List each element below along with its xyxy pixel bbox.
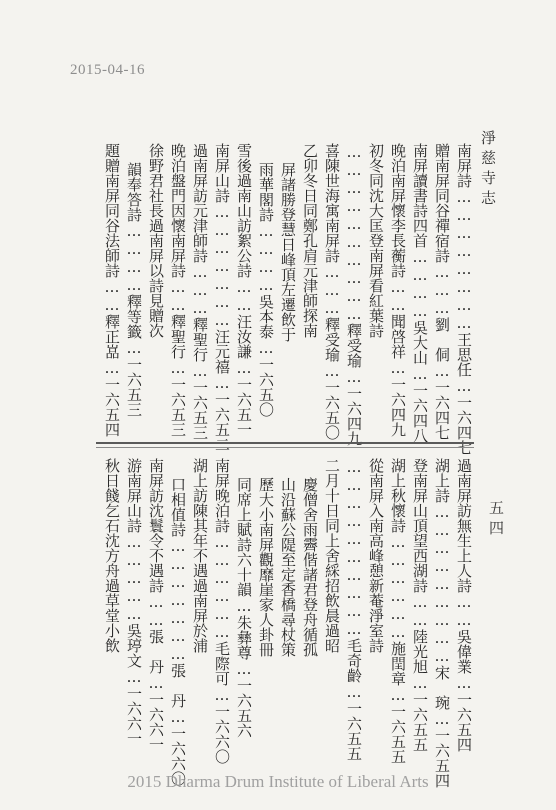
toc-entry: 晚泊南屏懷李長蘅詩……聞啓祥…一六四九 bbox=[389, 143, 407, 437]
toc-entry: 游南屏山詩……………吳𤧟文…一六六一 bbox=[125, 458, 143, 746]
toc-entry: 南屏讀書詩四首…………吳大山…一六四八 bbox=[411, 143, 429, 443]
toc-entry: 徐野君社長過南屏以詩見贈次 bbox=[147, 143, 165, 338]
toc-entry: 二月十日同上舍綵招飲晨過昭 bbox=[323, 458, 341, 653]
toc-entry: 初冬同沈大匡登南屏看紅葉詩 bbox=[367, 143, 385, 338]
date-stamp: 2015-04-16 bbox=[70, 62, 145, 78]
page-number: 五四 bbox=[487, 500, 505, 540]
toc-entry: 同席上賦詩六十韻…朱彝尊…一六五六 bbox=[235, 477, 253, 738]
toc-entry: 歷大小南屏觀靡崖家人卦冊 bbox=[257, 477, 275, 657]
register-divider bbox=[96, 442, 474, 444]
toc-entry: 南屏訪沈鬟令不遇詩……張 丹…一六六一 bbox=[147, 458, 165, 752]
toc-entry: 從南屏入南高峰憩新菴淨室詩 bbox=[367, 458, 385, 653]
toc-entry: 登南屏山頂望西湖詩……陸光旭…一六五五 bbox=[411, 458, 429, 752]
toc-entry: 過南屏訪元津師詩………釋聖行…一六五三 bbox=[191, 143, 209, 440]
toc-entry: 湖上詩………………………宋 琬…一六五四 bbox=[433, 458, 451, 788]
toc-entry: …………………………釋受瑜…一六四九 bbox=[345, 143, 363, 446]
toc-entry: …………………………毛奇齡…一六五五 bbox=[345, 458, 363, 761]
book-title: 淨慈寺志 bbox=[479, 130, 497, 210]
toc-entry: 雨華閣詩…………吳本泰…一六五〇 bbox=[257, 162, 275, 417]
toc-entry: 晚泊盤門因懷南屏詩……釋聖行…一六五三 bbox=[169, 143, 187, 437]
toc-entry: 慶僧舍雨霽偕諸君登舟循孤 bbox=[301, 477, 319, 657]
toc-entry: 贈南屏同谷禪宿詩………劉 侗…一六四七 bbox=[433, 143, 451, 440]
register-divider-thin bbox=[96, 447, 474, 448]
toc-entry: 屏諸勝登慧日峰頂左遷飲于 bbox=[279, 162, 297, 342]
toc-entry: 山沿蘇公隄至定香橋尋杖策 bbox=[279, 477, 297, 657]
toc-entry: 南屏山詩…………………汪元禧…一六五二 bbox=[213, 143, 231, 452]
toc-entry: 南屏詩……………………王思任…一六四七 bbox=[455, 143, 473, 455]
toc-entry: 湖上訪陳其年不遇過南屏於浦 bbox=[191, 458, 209, 653]
toc-entry: 湖上秋懷詩………………施閏章…一六五五 bbox=[389, 458, 407, 764]
toc-entry: 南屏晚泊詩………………毛際可…一六六〇 bbox=[213, 458, 231, 764]
toc-entry: 乙卯冬日同鄭孔肩元津師探南 bbox=[301, 143, 319, 338]
toc-entry: 題贈南屏同谷法師詩……釋正嵓…一六五四 bbox=[103, 143, 121, 437]
toc-entry: 雪後過南山訪絮公詩……汪汝謙…一六五一 bbox=[235, 143, 253, 437]
toc-entry: 韻奉答詩…………釋等籤…一六五三 bbox=[125, 162, 143, 417]
toc-entry: 喜陳世海寓南屏詩………釋受瑜…一六五〇 bbox=[323, 143, 341, 440]
copyright-watermark: 2015 Dharma Drum Institute of Liberal Arts bbox=[127, 772, 429, 791]
toc-entry: 口相值詩…………………張 丹…一六六〇 bbox=[169, 477, 187, 786]
toc-entry: 過南屏訪無生上人詩……吳偉業…一六五四 bbox=[455, 458, 473, 752]
toc-entry: 秋日餞乞石沈方舟過草堂小飲 bbox=[103, 458, 121, 653]
